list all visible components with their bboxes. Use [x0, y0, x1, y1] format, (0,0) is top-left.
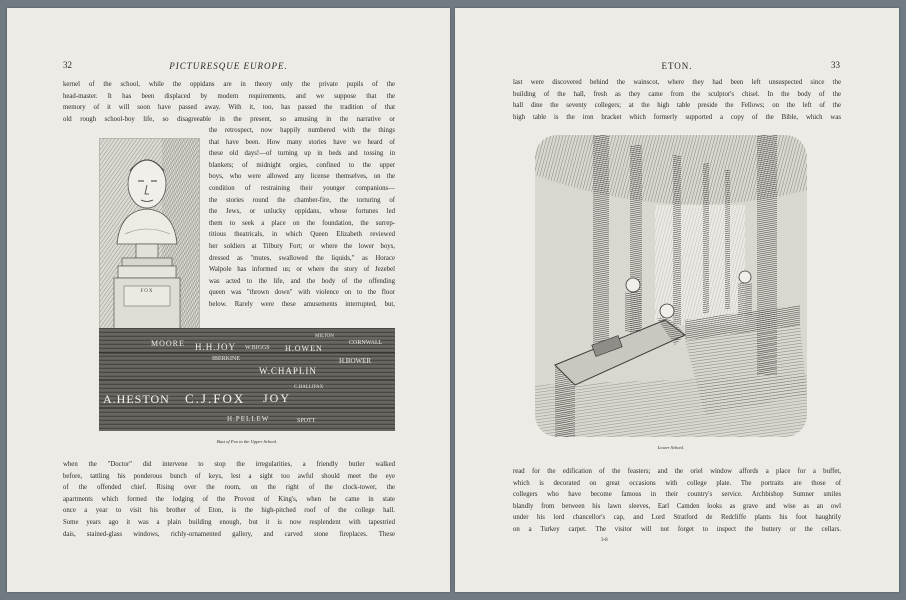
- left-side-text: [209, 125, 395, 311]
- plinth-inscription: FOX: [140, 289, 154, 294]
- text-line: was acted to the life, and the body of the offending: [209, 277, 395, 285]
- text-line: her soldiers at Tilbury Fort; or where the lower boys,: [209, 242, 395, 250]
- carved-name: JOY: [263, 391, 292, 405]
- text-line: of the offended chief. Rising over the room, on the right of the clock-tower, the: [63, 484, 395, 492]
- right-top-text: [513, 77, 841, 123]
- text-line: hall dine the seventy collegers; at the high table preside the Fellows; on the left of the: [513, 102, 841, 110]
- carved-name: MOORE: [151, 339, 185, 348]
- text-line: read for the edification of the feasters; and the oriel window affords a place for a buffet,: [513, 468, 841, 475]
- text-line: dressed as "mutes, swallowed the liquids," as Horace: [209, 254, 395, 262]
- carved-name: H.PELLEW: [227, 415, 270, 423]
- text-line: boys, who were allowed any license themselves, on the: [209, 173, 395, 181]
- carved-name: IBERKINE: [212, 356, 240, 362]
- signature-mark: 3-8: [601, 538, 608, 543]
- text-line: head-master. It has been displaced by modern requirements, and we suppose that the: [63, 92, 395, 100]
- right-page: [455, 8, 899, 592]
- lower-school-illustration: [535, 135, 807, 437]
- lower-school-engraving: [535, 135, 807, 437]
- text-line: blankets; of midnight orgies, confined to the upper: [209, 161, 395, 169]
- carved-name: C.J.FOX: [185, 391, 246, 406]
- text-line: last were discovered behind the wainscot, where they had been left unsuspected since the: [513, 79, 841, 86]
- carved-name: W.CHAPLIN: [259, 366, 317, 376]
- bust-caption: Bust of Fox in the Upper School.: [216, 439, 278, 444]
- page-number-right: 33: [831, 60, 840, 70]
- text-line: apartments which formed the lodging of the Provost of King's, when he came in state: [63, 495, 395, 503]
- text-line: the stories round the chamber-fire, the torturing of: [209, 196, 395, 204]
- carved-name: H.H.JOY: [195, 342, 237, 352]
- text-line: Walpole has informed us; or where the story of Jezebel: [209, 266, 395, 274]
- text-line: once a year to visit his brother of Eton, is the high-pitched roof of the college hall.: [63, 507, 395, 515]
- bust-of-fox-engraving: [99, 138, 200, 335]
- text-line: them to seek a place on the foundation, the surrep-: [209, 219, 395, 227]
- text-line: when the "Doctor" did intervene to stop the irregularities, a friendly butler walked: [63, 461, 395, 468]
- left-top-text: [63, 79, 395, 125]
- carved-name: MILTON: [315, 334, 334, 339]
- running-head-left: PICTURESQUE EUROPE.: [169, 61, 288, 71]
- text-line: these old days!—of turning up in beds and tossing in: [209, 150, 395, 158]
- text-line: condition of restraining their younger companions—: [209, 184, 395, 192]
- right-bottom-text: [513, 466, 841, 536]
- carved-name: W.BIGGS: [245, 345, 270, 351]
- text-line: queen was "thrown down" with violence on to the floor: [209, 289, 395, 297]
- carved-name: A.HESTON: [103, 392, 170, 406]
- lower-school-caption: Lower School.: [657, 445, 685, 450]
- text-line: memory of it will soon have passed away. With it, too, has passed the tradition of that: [63, 104, 395, 112]
- text-line: building of the hall, fresh as they came from the sculptor's chisel. In the body of the: [513, 90, 841, 98]
- page-number-left: 32: [63, 60, 72, 70]
- carved-name: SPOTT: [297, 418, 316, 424]
- text-line: which is decorated on great occasions with college plate. The portraits are those of: [513, 479, 841, 487]
- carved-names-wall: [99, 328, 395, 431]
- bust-illustration: [100, 139, 199, 334]
- text-line: kernel of the school, while the oppidans are in theory only the private pupils of the: [63, 81, 395, 88]
- text-line: dais, stained-glass windows, richly-ornamented gallery, and carved stone fireplaces. These: [63, 530, 395, 538]
- running-head-right: ETON.: [661, 61, 693, 71]
- left-bottom-text: [63, 459, 395, 540]
- text-line: blandly from between his lawn sleeves, Earl Camden looks as grave and wise as an owl: [513, 502, 841, 510]
- left-page: [7, 8, 450, 592]
- carved-name: CORNWALL: [349, 340, 383, 346]
- carved-name: C.HALLIFAX: [294, 385, 324, 390]
- text-line: the Jews, or unlucky oppidans, whose fortunes led: [209, 208, 395, 216]
- text-line: on a Turkey carpet. The visitor will not forget to inspect the buttery or the cellars.: [513, 525, 841, 533]
- carved-name: H.OWEN: [285, 344, 323, 353]
- text-line: titious theatricals, in which Queen Elizabeth reviewed: [209, 231, 395, 239]
- text-line: Some years ago it was a plain building enough, but it is now resplendent with tapestried: [63, 518, 395, 526]
- text-line: before, tattling his ponderous bunch of keys, lest a sight too awful should meet the eye: [63, 472, 395, 480]
- text-line: high table is the iron bracket which formerly supported a copy of the Bible, which was: [513, 113, 841, 121]
- text-line: collegers who have become famous in their country's service. Archbishop Sumner smiles: [513, 491, 841, 499]
- text-line: that have been. How many stories have we heard of: [209, 138, 395, 146]
- carved-name: H.BOWER: [339, 357, 372, 365]
- text-line: under his lord chancellor's cap, and Lord Stratford de Redcliffe plants his foot haughtily: [513, 514, 841, 522]
- text-line: the retrospect, now happily numbered with the things: [209, 127, 395, 134]
- text-line: below. Rarely were these amusements interrupted, but,: [209, 300, 395, 308]
- text-line: old rough school-boy life, so disagreeable in the present, so amusing in the narrative or: [63, 115, 395, 123]
